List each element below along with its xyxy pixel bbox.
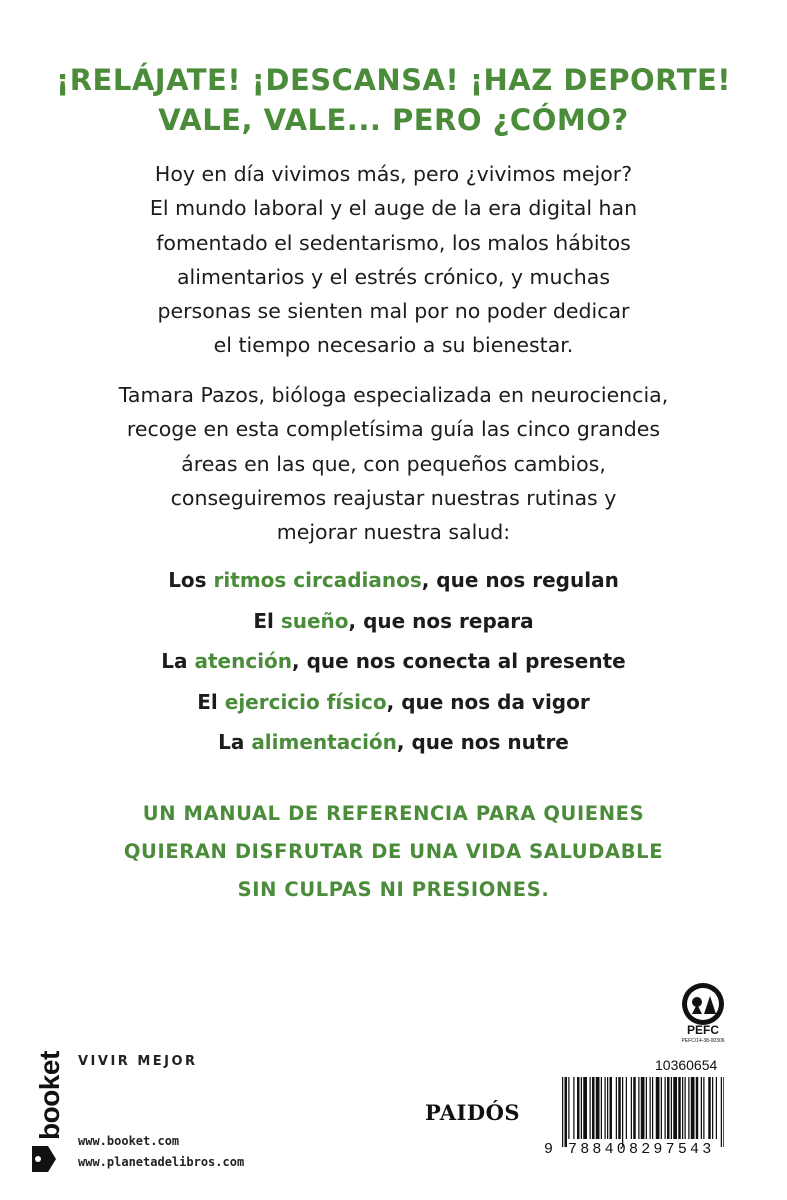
headline (0, 60, 787, 140)
barcode-bar (682, 1077, 683, 1139)
tagline-line: UN MANUAL DE REFERENCIA PARA QUIENES (142, 802, 645, 825)
intro-paragraph (40, 157, 747, 363)
area-prefix: La (161, 649, 195, 673)
pefc-code: PEFC/14-38-00306 (681, 1038, 725, 1044)
area-prefix: La (218, 730, 252, 754)
area-highlight: ejercicio físico (224, 689, 387, 714)
area-highlight: sueño (280, 608, 349, 633)
barcode-bar (568, 1077, 569, 1139)
area-item (0, 601, 787, 642)
intro-line: Hoy en día vivimos más, pero ¿vivimos mejor? (154, 162, 633, 186)
area-prefix: El (197, 689, 225, 714)
area-highlight: atención (194, 649, 293, 673)
tagline-line: QUIERAN DISFRUTAR DE UNA VIDA SALUDABLE (123, 840, 664, 863)
intro-line: El mundo laboral y el auge de la era digital han (149, 196, 638, 221)
tagline-line: SIN CULPAS NI PRESIONES. (237, 878, 550, 901)
tagline (0, 795, 787, 909)
booket-logo: booket (34, 1051, 65, 1140)
intro-line: alimentarios y el estrés crónico, y muchas (176, 264, 611, 289)
barcode-bar (573, 1077, 574, 1139)
barcode-bar (685, 1077, 686, 1139)
pefc-icon (670, 982, 750, 1062)
area-suffix: , que nos nutre (396, 730, 569, 754)
barcode-bar (667, 1077, 670, 1139)
area-highlight: alimentación (251, 730, 397, 754)
barcode-bar (581, 1077, 582, 1139)
barcode-bar (562, 1077, 563, 1147)
barcode-bar (592, 1077, 595, 1139)
barcode-bar (638, 1077, 639, 1139)
barcode-bar (650, 1077, 651, 1139)
isbn-digits: 788408297543 (568, 1141, 715, 1158)
barcode-bar (565, 1077, 568, 1147)
intro-line: personas se sienten mal por no poder dedicar (157, 299, 630, 324)
area-suffix: , que nos da vigor (386, 689, 590, 714)
barcode-bar (696, 1077, 699, 1139)
barcode-bar (712, 1077, 713, 1139)
area-suffix: , que nos conecta al presente (292, 649, 626, 673)
area-item (0, 722, 787, 763)
author-line: mejorar nuestra salud: (276, 520, 511, 545)
headline-line-2: VALE, VALE... PERO ¿CÓMO? (158, 103, 629, 137)
barcode-bar (716, 1077, 717, 1139)
area-item (0, 641, 787, 682)
intro-line: el tiempo necesario a su bienestar. (213, 333, 574, 358)
barcode-bar (596, 1077, 600, 1139)
barcode-bar (626, 1077, 627, 1139)
barcode-bar (723, 1077, 724, 1147)
area-item (0, 560, 787, 601)
barcode-bar (633, 1077, 636, 1139)
isbn-first-digit: 9 (544, 1141, 557, 1158)
area-highlight: ritmos circadianos (213, 568, 422, 592)
url-link[interactable]: www.planetadelibros.com (78, 1155, 245, 1169)
tag-icon (30, 1142, 58, 1176)
barcode-bar (607, 1077, 608, 1139)
barcode-bar (691, 1077, 695, 1139)
area-suffix: , que nos repara (348, 608, 534, 633)
author-line: conseguiremos reajustar nuestras rutinas y (170, 485, 617, 510)
series-name: VIVIR MEJOR (78, 1054, 198, 1069)
barcode-bar (622, 1077, 623, 1147)
area-item (0, 682, 787, 723)
area-prefix: Los (168, 568, 214, 592)
intro-line: fomentado el sedentarismo, los malos hábitos (156, 230, 631, 255)
barcode-bar (708, 1077, 711, 1139)
barcode-bar (590, 1077, 591, 1139)
area-prefix: El (253, 608, 281, 633)
barcode-bar (577, 1077, 580, 1139)
barcode-bar (688, 1077, 689, 1139)
barcode-bar (673, 1077, 677, 1139)
barcode-bar (583, 1077, 587, 1139)
area-suffix: , que nos regulan (421, 568, 619, 592)
barcode-bar (661, 1077, 662, 1139)
barcode-bar (671, 1077, 672, 1139)
url-list (78, 1131, 244, 1173)
author-line: Tamara Pazos, bióloga especializada en neurociencia, (118, 383, 669, 407)
barcode-bar (618, 1077, 621, 1139)
barcode-bar (610, 1077, 613, 1139)
barcode-bar (616, 1077, 617, 1139)
pefc-label: PEFC (686, 1023, 719, 1037)
barcode-bar (701, 1077, 702, 1139)
barcode-bar (678, 1077, 681, 1139)
barcode-bar (665, 1077, 666, 1139)
barcode-bar (641, 1077, 645, 1139)
barcode-bar (652, 1077, 653, 1139)
barcode-bar (601, 1077, 602, 1139)
areas-list (0, 560, 787, 763)
publisher-logo: PAIDÓS (425, 1100, 521, 1125)
author-line: áreas en las que, con pequeños cambios, (181, 451, 606, 476)
barcode-bar (703, 1077, 704, 1139)
barcode-bar (631, 1077, 632, 1139)
author-line: recoge en esta completísima guía las cinco grandes (126, 417, 661, 442)
barcode-bar (646, 1077, 647, 1139)
barcode (562, 1077, 724, 1147)
headline-line-1: ¡RELÁJATE! ¡DESCANSA! ¡HAZ DEPORTE! (55, 63, 732, 97)
barcode-bar (721, 1077, 722, 1147)
author-paragraph (40, 378, 747, 549)
product-code: 10360654 (655, 1057, 718, 1073)
url-link[interactable]: www.booket.com (78, 1134, 180, 1148)
barcode-bar (605, 1077, 606, 1139)
barcode-bar (656, 1077, 660, 1139)
